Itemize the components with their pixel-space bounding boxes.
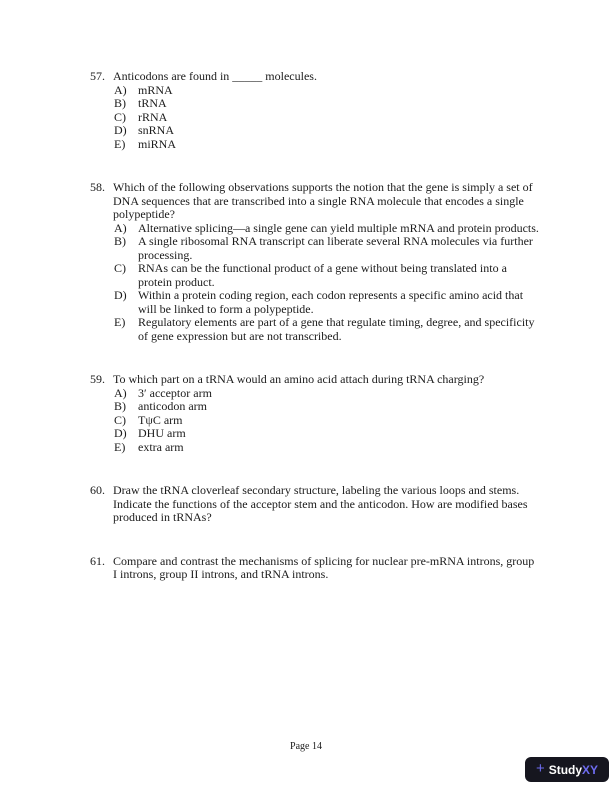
question-body [113, 555, 542, 582]
question-text-line: Indicate the functions of the acceptor stem and the anticodon. How are modified bases [113, 496, 528, 511]
option-letter: A) [114, 82, 127, 97]
option-text [138, 400, 542, 414]
option-text [138, 222, 542, 236]
option-text [138, 427, 542, 441]
studyxy-brand-badge[interactable] [525, 757, 609, 782]
option-text [138, 414, 542, 428]
answer-option [113, 84, 542, 98]
brand-name-primary: Study [548, 762, 583, 777]
question-number: 60. [90, 483, 105, 497]
page-number: Page 14 [290, 741, 322, 752]
option-letter: B) [114, 96, 126, 110]
option-text-line: anticodon arm [138, 399, 207, 413]
brand-name [549, 763, 598, 777]
question [90, 555, 542, 582]
option-text-line: of gene expression but are not transcribed. [138, 328, 342, 343]
question-text-line: Draw the tRNA cloverleaf secondary structure, labeling the various loops and stems. [113, 483, 520, 497]
brand-name-accent: XY [582, 762, 599, 777]
option-text [138, 97, 542, 111]
answer-option [113, 111, 542, 125]
option-text-line: Alternative splicing—a single gene can yield multiple mRNA and protein products. [138, 220, 539, 235]
option-letter: B) [114, 234, 126, 248]
option-letter: D) [114, 123, 127, 137]
question-number: 58. [90, 180, 105, 194]
option-text-line: protein product. [138, 274, 215, 289]
option-text [138, 316, 542, 343]
question-text-line: I introns, group II introns, and tRNA introns. [113, 567, 329, 581]
option-text [138, 441, 542, 455]
option-letter: B) [114, 399, 126, 413]
option-letter: A) [114, 385, 127, 400]
option-letter: E) [114, 315, 126, 329]
question [90, 373, 542, 454]
question-text-line: To which part on a tRNA would an amino acid attach during tRNA charging? [113, 372, 485, 386]
option-text [138, 124, 542, 138]
option-text-line: will be linked to form a polypeptide. [138, 301, 314, 316]
question-text-line: Compare and contrast the mechanisms of splicing for nuclear pre-mRNA introns, group [113, 553, 535, 568]
answer-option [113, 414, 542, 428]
question-text-line: produced in tRNAs? [113, 510, 212, 524]
option-text [138, 138, 542, 152]
option-text-line: A single ribosomal RNA transcript can liberate several RNA molecules via further [138, 234, 533, 248]
option-text [138, 289, 542, 316]
option-text [138, 111, 542, 125]
option-text-line: rRNA [138, 109, 168, 124]
answer-option [113, 387, 542, 401]
answer-option [113, 427, 542, 441]
option-letter: C) [114, 261, 126, 275]
answer-option [113, 316, 542, 343]
answer-option [113, 235, 542, 262]
plus-icon: + [535, 760, 545, 777]
answer-option [113, 400, 542, 414]
option-letter: D) [114, 288, 127, 302]
option-letter: D) [114, 426, 127, 440]
answer-option [113, 222, 542, 236]
question-text-line: Which of the following observations supports the notion that the gene is simply a set of [113, 180, 533, 194]
question-number: 61. [90, 553, 105, 568]
question-body [113, 373, 542, 454]
question [90, 484, 542, 525]
question-number: 59. [90, 372, 105, 386]
option-text [138, 262, 542, 289]
option-text [138, 84, 542, 98]
question-text-line: Anticodons are found in _____ molecules. [113, 69, 317, 83]
option-letter: C) [114, 109, 126, 124]
question-body [113, 70, 542, 151]
answer-option [113, 97, 542, 111]
option-text-line: 3′ acceptor arm [138, 385, 212, 400]
option-text-line: TψC arm [138, 412, 183, 427]
option-text [138, 387, 542, 401]
answer-option [113, 124, 542, 138]
answer-option [113, 262, 542, 289]
option-text-line: DHU arm [138, 426, 186, 440]
option-text [138, 235, 542, 262]
option-text-line: mRNA [138, 82, 173, 97]
question-text-line: polypeptide? [113, 207, 175, 221]
question [90, 181, 542, 343]
option-text-line: miRNA [138, 136, 177, 151]
option-text-line: processing. [138, 247, 193, 262]
questions-list [90, 70, 542, 582]
option-letter: E) [114, 136, 126, 151]
option-text-line: RNAs can be the functional product of a gene without being translated into a [138, 261, 507, 275]
answer-option [113, 138, 542, 152]
option-text-line: Regulatory elements are part of a gene that regulate timing, degree, and specificity [138, 315, 535, 329]
question-text-line: DNA sequences that are transcribed into a single RNA molecule that encodes a single [113, 193, 524, 208]
question [90, 70, 542, 151]
option-letter: E) [114, 439, 126, 454]
option-text-line: tRNA [138, 96, 167, 110]
option-text-line: Within a protein coding region, each codon represents a specific amino acid that [138, 288, 524, 302]
option-letter: A) [114, 220, 127, 235]
answer-option [113, 441, 542, 455]
option-letter: C) [114, 412, 126, 427]
answer-option [113, 289, 542, 316]
question-body [113, 181, 542, 343]
option-text-line: snRNA [138, 123, 175, 137]
question-number: 57. [90, 69, 105, 83]
question-body [113, 484, 542, 525]
option-text-line: extra arm [138, 439, 184, 454]
